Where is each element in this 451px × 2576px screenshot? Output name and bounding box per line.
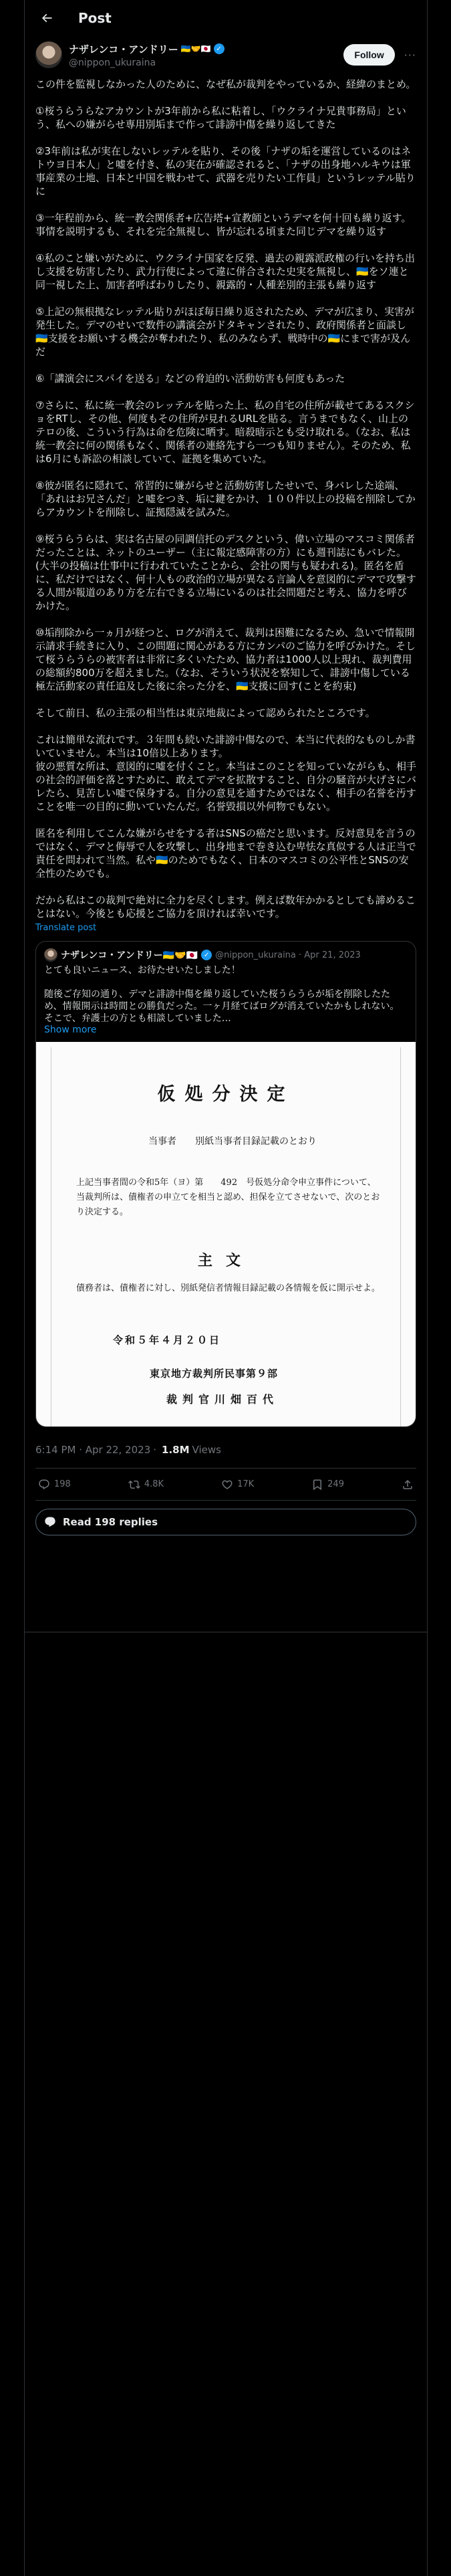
bookmark-icon — [311, 1479, 323, 1491]
post-paragraph: ⑨桜うらうらは、実は名古屋の同調信托のデスクという、偉い立場のマスコミ関係者だったことは、ネットのユーザー（主に報定感障害の方）にも週刊誌にもバレた。(大半の投稿は仕事中に行われていたことから、会社の関与も疑われる)。匿名を盾に、私だけではなく、何十人もの政治的立場が異なる言論人を意図的にデマで攻撃する人間が報道のあり方を左右できる立場にいるのは社会問題だと考え、協力を呼びかけた。 — [35, 533, 416, 612]
share-icon — [402, 1479, 414, 1491]
repost-button[interactable] — [128, 1479, 164, 1491]
action-bar — [35, 1469, 416, 1501]
quote-meta: @nippon_ukuraina · Apr 21, 2023 — [215, 950, 361, 960]
post-paragraph: ④私のこと嫌いがために、ウクライナ国家を反発、過去の親露派政権の行いを持ち出し支援を妨害したり、武力行使によって違に併合された史実を無視し、🇺🇦をソ連と同一視した上、加害者呼ばわりしたり、親露的・人種差別的主張も繰り返す — [35, 252, 416, 291]
document-title: 仮処分決定 — [157, 1084, 295, 1105]
reply-button[interactable] — [38, 1479, 71, 1491]
bookmark-button[interactable] — [311, 1479, 344, 1491]
repost-icon — [128, 1479, 140, 1491]
display-name-line — [69, 42, 343, 56]
display-name[interactable]: ナザレンコ・アンドリー — [69, 43, 178, 56]
document-main-heading: 主文 — [197, 1252, 254, 1269]
post-paragraph: そして前日、私の主張の相当性は東京地裁によって認められたところです。 — [35, 707, 375, 719]
heart-icon — [221, 1479, 233, 1491]
like-count: 17K — [237, 1479, 255, 1489]
arrow-left-icon — [40, 11, 53, 25]
post-paragraph: だから私はこの裁判で絶対に全力を尽くします。例えば数年かかるとしても諦めることはない。今後とも応援とご協力を頂ければ幸いです。 — [35, 894, 416, 920]
post-paragraph: ③一年程前から、統一教会関係者+広告塔+宣教師というデマを何十回も繰り返す。事情を説明するも、それを完全無視し、皆が忘れる頃また同じデマを繰り返す — [35, 212, 412, 237]
post-paragraph: ⑩垢削除から一ヵ月が経つと、ログが消えて、裁判は困難になるため、急いで情報開示請求手続きに入り、この問題に関心がある方にカンパのご協力を呼びかけた。そして桜うらうらの被害者は非常に多くいたため、協力者は1000人以上現れ、裁判費用の総額約800万を超えました。（なお、そういう状況を察知して、誹謗中傷している極左活動家の責任追及した後に余った分を、🇺🇦支援に回す(ことを約束) — [35, 627, 416, 692]
post-paragraph: これは簡単な流れです。３年間も続いた誹謗中傷なので、本当に代表的なものしか書いていません。本当は10倍以上あります。 彼の悪質な所は、意図的に嘘を付くこと。本当はこのことを知っていながらも、相手の社会的評価を落とすために、敢えてデマを拡散すること、自分の騒音が大げさにバレたら、見苦しい嘘で保身する。自分の意見を通すためではなく、相手の名誉を汚すことを唯一の目的に動いていたんだ。名誉毀損以外何物でもない。 — [35, 734, 417, 813]
post-paragraph: この件を監視しなかった人のために、なぜ私が裁判をやっているか、経緯のまとめ。 — [35, 78, 416, 90]
post-text — [25, 70, 427, 920]
post-paragraph: ②3年前は私が実在しないレッテルを貼り、その後「ナザの垢を運営しているのはネトウヨ日本人」と嘘を付き、私の実在が確認されると、「ナザの出身地ハルキウは軍事産業の土地、日本と中国を戦わせて、武器を売りたい工作員」というレッテル貼りに — [35, 145, 416, 197]
back-button[interactable] — [35, 7, 58, 29]
bookmark-count: 249 — [327, 1479, 344, 1489]
post-paragraph: ⑥「講演会にスパイを送る」などの脅迫的い活動妨害も何度もあった — [35, 372, 345, 385]
post-paragraph: ⑦さらに、私に統一教会のレッテルを貼った上、私の自宅の住所が載せてあるスクショをRTし、その他、何度もその住所が見れるURLを貼る。言うまでもなく、山上のテロの後、こういう行為は命を危険に晒す。暗殺暗示とも受け取れる。（なお、私は統一教会に何の関係もなく、関係者の連絡先すら一つも知りません）。そのため、私は6月にも訴訟の相談していて、証拠を集めていた。 — [35, 399, 415, 465]
follow-button[interactable]: Follow — [343, 44, 394, 66]
document-court: 東京地方裁判所民事第９部 — [150, 1368, 279, 1380]
quote-avatar — [44, 948, 57, 962]
document-body: 上記当事者間の令和5年（ヨ）第 492 号仮処分命令申立事件について、当裁判所は、債権者の申立てを相当と認め、担保を立てさせないで、次のとおり決定する。 — [76, 1178, 380, 1217]
avatar[interactable] — [35, 41, 62, 68]
document-order: 債務者は、債権者に対し、別紙発信者情報目録記載の各情報を仮に開示せよ。 — [76, 1283, 381, 1293]
views-count: 1.8M — [162, 1443, 190, 1456]
post-paragraph: ⑤上記の無根拠なレッテル貼りがほぼ毎日繰り返されたため、デマが広まり、実害が発生した。デマのせいで数件の講演会がドタキャンされたり、政府関係者と面談し🇺🇦支援をお願いする機会が奪われたり、私のみならず、戦時中の🇺🇦にまで害が及んだ — [35, 306, 414, 358]
read-replies-label: Read 198 replies — [63, 1516, 158, 1528]
document-judge: 裁判官川畑百代 — [166, 1393, 279, 1406]
flag-emojis: 🇺🇦🤝🇯🇵 — [180, 44, 211, 53]
quote-header — [36, 942, 416, 962]
show-more-link[interactable]: Show more — [44, 1025, 97, 1035]
verified-badge-icon: ✓ — [201, 950, 212, 960]
court-document-image[interactable] — [36, 1042, 416, 1426]
main-column — [24, 0, 428, 2576]
post-paragraph: ⑧彼が匿名に隠れて、常習的に嫌がらせと活動妨害したせいで、身バレした途端、「あれはお兄さんだ」と嘘をつき、垢に鍵をかけ、１００件以上の投稿を削除してからアカウントを削除し、証拠隠滅を試みた。 — [35, 479, 416, 518]
author-row — [25, 36, 427, 70]
document-date: 令和５年４月２０日 — [113, 1334, 222, 1346]
post-paragraph: ①桜うらうらなアカウントが3年前から私に粘着し、「ウクライナ兄貴事務局」という、私への嫌がらせ専用別垢まで作って誹謗中傷を繰り返してきた — [35, 105, 406, 130]
document-party: 当事者 別紙当事者目録記載のとおり — [148, 1136, 317, 1147]
author-names — [69, 42, 343, 68]
translate-post-link[interactable]: Translate post — [35, 923, 97, 933]
read-replies-button[interactable] — [35, 1509, 416, 1535]
meta-separator: · — [153, 1443, 157, 1456]
repost-count: 4.8K — [144, 1479, 164, 1489]
post-meta-row — [35, 1431, 416, 1469]
speech-bubble-icon — [44, 1516, 56, 1528]
quote-display-name: ナザレンコ・アンドリー🇺🇦🤝🇯🇵 — [61, 950, 198, 961]
post-timestamp[interactable]: 6:14 PM · Apr 22, 2023 — [35, 1443, 151, 1456]
quoted-post[interactable] — [35, 941, 416, 1427]
like-button[interactable] — [221, 1479, 254, 1491]
more-icon[interactable]: ··· — [404, 48, 416, 62]
page-title: Post — [78, 10, 112, 26]
reply-count: 198 — [54, 1479, 71, 1489]
share-button[interactable] — [402, 1479, 414, 1491]
reply-icon — [38, 1479, 50, 1491]
post-paragraph: 匿名を利用してこんな嫌がらせをする者はSNSの癌だと思います。反対意見を言うのではなく、デマと侮辱で人を攻撃し、出身地まで巻き込む卑怯な真似する人は正当で責任を問われて当然。私や🇺🇦のためでもなく、日本のマスコミの公平性とSNSの安全性のためでも。 — [35, 827, 416, 879]
header — [25, 0, 427, 36]
views-label: Views — [192, 1443, 221, 1456]
handle[interactable]: @nippon_ukuraina — [69, 57, 156, 68]
quote-text: とても良いニュース、お待たせいたしました！ 随後ご存知の通り、デマと誹謗中傷を繰り返していた桜うらうらが垢を削除したため、情報開示は時間との勝負だった。一ヶ月経てばログが消えていたかもしれない。そこで、弁護士の方とも相談していました… — [44, 965, 400, 1024]
verified-badge-icon: ✓ — [214, 43, 224, 54]
